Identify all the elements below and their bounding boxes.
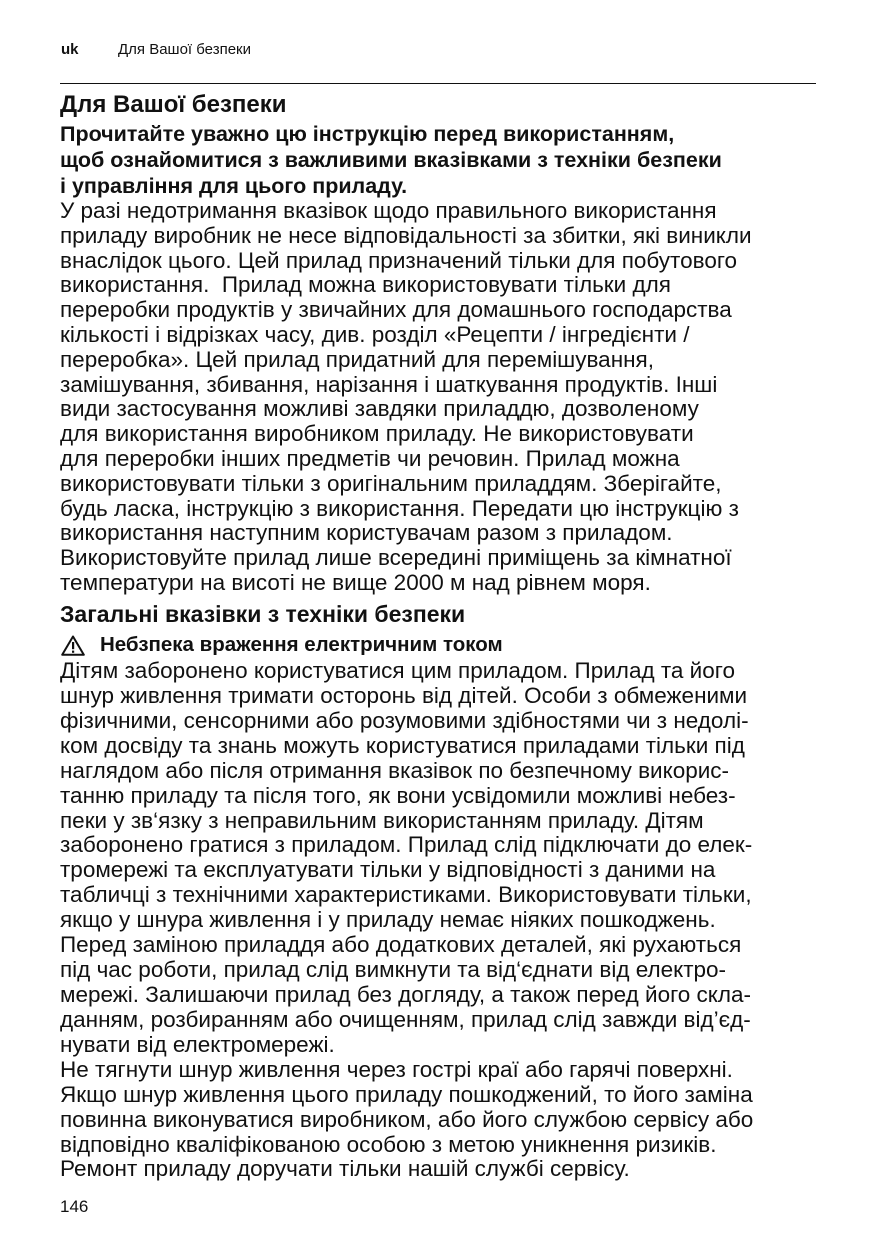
body-line: для переробки інших предметів чи речовин. Прилад можна — [60, 445, 680, 471]
body-line: наглядом або після отримання вказівок по безпечному викорис- — [60, 757, 730, 783]
body-line: будь ласка, інструкцію з використання. Передати цю інструкцію з — [60, 495, 739, 521]
running-header — [61, 40, 251, 60]
body-line: замішування, збивання, нарізання і шаткування продуктів. Інші — [60, 371, 718, 397]
body-line: нувати від електромережі. — [60, 1031, 335, 1057]
body-line: переробки продуктів у звичайних для домашнього господарства — [60, 297, 732, 323]
warning-triangle-icon — [61, 635, 85, 656]
body-line: переробка». Цей прилад придатний для перемішування, — [60, 346, 654, 372]
body-line: пеки у зв‘язку з неправильним використанням приладу. Дітям — [60, 807, 704, 833]
body-line: танню приладу та після того, як вони усвідомили можливі небез- — [60, 782, 736, 808]
body-line: використання наступним користувачам разом з приладом. — [60, 520, 673, 546]
body-line: данням, розбиранням або очищенням, прилад слід завжди від’єд- — [60, 1006, 751, 1032]
page-number: 146 — [60, 1197, 89, 1216]
page-title: Для Вашої безпеки — [60, 91, 287, 118]
body-line: Ремонт приладу доручати тільки нашій службі сервісу. — [60, 1156, 630, 1182]
header-rule — [60, 83, 816, 84]
intro-paragraph — [60, 121, 818, 199]
intro-line: Прочитайте уважно цю інструкцію перед використанням, — [60, 122, 675, 146]
body-line: Не тягнути шнур живлення через гострі краї або гарячі поверхні. — [60, 1056, 733, 1082]
body-line: відповідно кваліфікованою особою з метою уникнення ризиків. — [60, 1131, 717, 1157]
body-line: якщо у шнура живлення і у приладу немає ніяких пошкоджень. — [60, 907, 716, 933]
body-line: під час роботи, прилад слід вимкнути та від‘єднати від електро- — [60, 957, 727, 983]
body-line: для використання виробником приладу. Не використовувати — [60, 421, 694, 447]
warning-heading: Небзпека враження електричним током — [100, 633, 503, 656]
section-heading: Загальні вказівки з техніки безпеки — [60, 601, 466, 627]
body-line: використання. Прилад можна використовувати тільки для — [60, 272, 671, 298]
body-line: ком досвіду та знань можуть користуватися приладами тільки під — [60, 732, 745, 758]
body-line: кількості і відрізках часу, див. розділ «Рецепти / інгредієнти / — [60, 321, 690, 347]
body-line: Якщо шнур живлення цього приладу пошкоджений, то його заміна — [60, 1081, 753, 1107]
intro-line: щоб ознайомитися з важливими вказівками з техніки безпеки — [60, 148, 722, 172]
body-line: внаслідок цього. Цей прилад призначений тільки для побутового — [60, 247, 738, 273]
header-section-title: Для Вашої безпеки — [118, 41, 251, 58]
body-line: Використовуйте прилад лише всередині приміщень за кімнатної — [60, 545, 732, 571]
body-line: температури на висоті не вище 2000 м над рівнем моря. — [60, 569, 651, 595]
body-line: фізичними, сенсорними або розумовими здібностями чи з недолі- — [60, 707, 749, 733]
body-line: використовувати тільки з оригінальним приладдям. Зберігайте, — [60, 470, 722, 496]
body-line: тромережі та експлуатувати тільки у відповідності з даними на — [60, 857, 716, 883]
usage-paragraph — [60, 199, 818, 596]
header-language-code: uk — [61, 41, 79, 58]
body-line: види застосування можливі завдяки приладдю, дозволеному — [60, 396, 699, 422]
safety-paragraph — [60, 659, 818, 1182]
body-line: Дітям заборонено користуватися цим приладом. Прилад та його — [60, 658, 735, 683]
body-line: повинна виконуватися виробником, або його службою сервісу або — [60, 1106, 754, 1132]
body-line: приладу виробник не несе відповідальності за збитки, які виникли — [60, 222, 752, 248]
intro-line: і управління для цього приладу. — [60, 174, 408, 198]
body-line: мережі. Залишаючи прилад без догляду, а також перед його скла- — [60, 981, 752, 1007]
body-line: заборонено гратися з приладом. Прилад слід підключати до елек- — [60, 832, 753, 858]
body-line: табличці з технічними характеристиками. Використовувати тільки, — [60, 882, 752, 908]
body-line: У разі недотримання вказівок щодо правильного використання — [60, 198, 717, 223]
body-line: шнур живлення тримати осторонь від дітей. Особи з обмеженими — [60, 682, 748, 708]
body-line: Перед заміною приладдя або додаткових деталей, які рухаються — [60, 932, 742, 958]
